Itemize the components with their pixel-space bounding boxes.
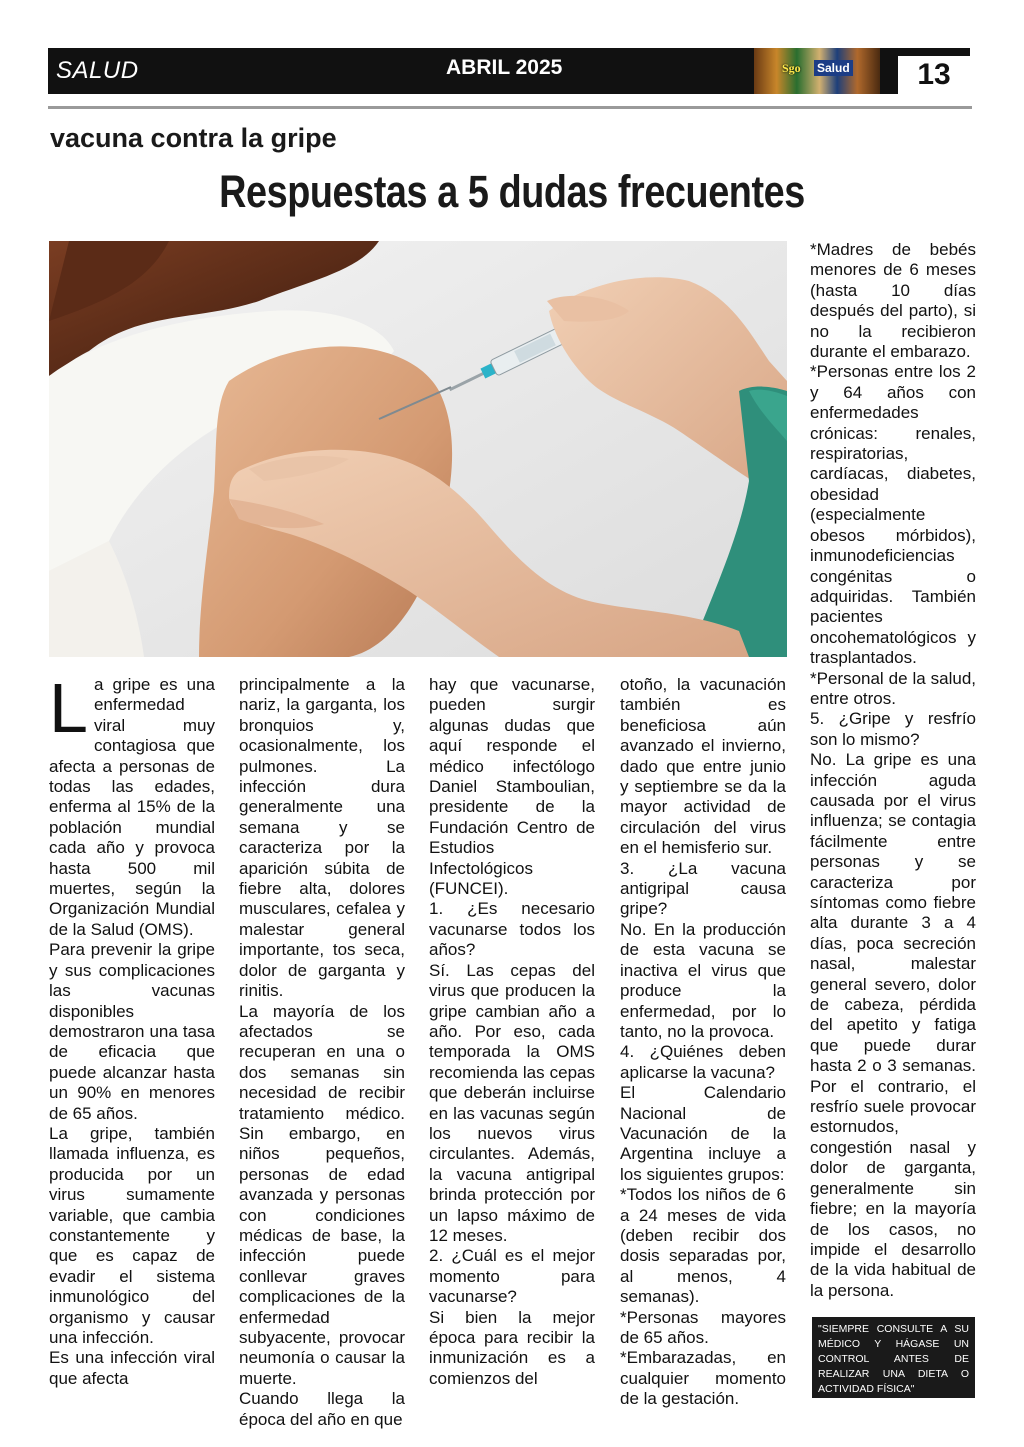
list-item: *Embarazadas, en cualquier momento de la gestación. xyxy=(620,1348,786,1409)
article-headline: Respuestas a 5 dudas frecuentes xyxy=(219,166,805,217)
advice-note-box: "SIEMPRE CONSULTE A SU MÉDICO Y HÁGASE UN CONTROL ANTES DE REALIZAR UNA DIETA O ACTIVIDAD FÍSICA" xyxy=(812,1317,975,1398)
list-item: *Personal de la salud, entre otros. xyxy=(810,668,976,708)
publication-logo xyxy=(754,48,880,94)
header-bar xyxy=(48,48,970,94)
question: 3. ¿La vacuna antigripal causa gripe? xyxy=(620,858,786,919)
paragraph: otoño, la vacunación también es beneficiosa aún avanzado el invierno, dado que entre junio y septiembre se da la mayor actividad de circulación del virus en el hemisferio sur. xyxy=(620,675,786,858)
article-column-5 xyxy=(810,240,976,1301)
paragraph: a gripe es una enfermedad viral muy contagiosa que afecta a personas de todas las edades, enferma al 15% de la población mundial cada año y provoca hasta 500 mil muertes, según la Organización Mundial de la Salud (OMS). xyxy=(49,675,215,939)
paragraph: No. La gripe es una infección aguda causada por el virus influenza; se contagia fácilmente entre personas y se caracteriza por síntomas como fiebre alta durante 3 a 4 días, poca secreción nasal, malestar general severo, dolor de cabeza, pérdida del apetito y fatiga que puede durar hasta 2 o 3 semanas. Por el contrario, el resfrío suele provocar estornudos, congestión nasal y dolor de garganta, generalmente sin fiebre; en la mayoría de los casos, no impide el desarrollo de la vida habitual de la persona. xyxy=(810,750,976,1300)
logo-text-right: Salud xyxy=(814,60,853,76)
list-item: *Personas entre los 2 y 64 años con enfermedades crónicas: renales, respiratorias, cardíacas, diabetes, obesidad (especialmente obesos mórbidos), inmunodeficiencias congénitas o adquiridas. También pacientes oncohematológicos y trasplantados. xyxy=(810,362,976,668)
article-column-3 xyxy=(429,675,595,1389)
logo-text-left: Sgo xyxy=(782,61,801,75)
list-item: *Todos los niños de 6 a 24 meses de vida (deben recibir dos dosis separadas por, al menos, 4 semanas). xyxy=(620,1185,786,1307)
paragraph: principalmente a la nariz, la garganta, los bronquios y, ocasionalmente, los pulmones. La infección dura generalmente una semana y se caracteriza por la aparición súbita de fiebre alta, dolores musculares, cefalea y malestar general importante, tos seca, dolor de garganta y rinitis. xyxy=(239,675,405,1001)
paragraph: La gripe, también llamada influenza, es producida por un virus sumamente variable, que cambia constantemente y que es capaz de evadir el sistema inmunológico del organismo y causar una infección. xyxy=(49,1123,215,1347)
article-kicker: vacuna contra la gripe xyxy=(50,123,337,153)
paragraph: No. En la producción de esta vacuna se inactiva el virus que produce la enfermedad, por lo tanto, no la provoca. xyxy=(620,919,786,1041)
question: 4. ¿Quiénes deben aplicarse la vacuna? xyxy=(620,1042,786,1082)
header-rule xyxy=(48,106,972,109)
list-item: *Personas mayores de 65 años. xyxy=(620,1307,786,1347)
paragraph: Para prevenir la gripe y sus complicaciones las vacunas disponibles demostraron una tasa de eficacia que puede alcanzar hasta un 90% en menores de 65 años. xyxy=(49,940,215,1123)
vaccination-photo xyxy=(49,241,787,657)
paragraph: Es una infección viral que afecta xyxy=(49,1348,215,1388)
drop-cap: L xyxy=(49,669,88,747)
section-label: SALUD xyxy=(56,57,139,84)
paragraph: Cuando llega la época del año en que xyxy=(239,1389,405,1429)
article-column-1 xyxy=(49,669,215,1389)
paragraph: hay que vacunarse, pueden surgir algunas dudas que aquí responde el médico infectólogo Daniel Stamboulian, presidente de la Fundación Centro de Estudios Infectológicos (FUNCEI). xyxy=(429,675,595,899)
paragraph: La mayoría de los afectados se recuperan en una o dos semanas sin necesidad de recibir tratamiento médico. Sin embargo, en niños pequeños, personas de edad avanzada y personas con condiciones médicas de base, la infección puede conllevar graves complicaciones de la enfermedad subyacente, provocar neumonía o causar la muerte. xyxy=(239,1001,405,1388)
paragraph: Sí. Las cepas del virus que producen la gripe cambian año a año. Por eso, cada temporada la OMS recomienda las cepas que deberán incluirse en las vacunas según los nuevos virus circulantes. Además, la vacuna antigripal brinda protección por un lapso máximo de 12 meses. xyxy=(429,960,595,1245)
paragraph: El Calendario Nacional de Vacunación de la Argentina incluye a los siguientes grupos: xyxy=(620,1083,786,1184)
list-item: *Madres de bebés menores de 6 meses (hasta 10 días después del parto), si no la recibieron durante el embarazo. xyxy=(810,240,976,362)
question: 2. ¿Cuál es el mejor momento para vacunarse? xyxy=(429,1246,595,1307)
article-column-4 xyxy=(620,675,786,1410)
question: 1. ¿Es necesario vacunarse todos los años? xyxy=(429,899,595,960)
article-column-2 xyxy=(239,675,405,1430)
issue-date: ABRIL 2025 xyxy=(446,56,563,79)
paragraph: Si bien la mejor época para recibir la inmunización es a comienzos del xyxy=(429,1307,595,1388)
page-number: 13 xyxy=(898,56,970,94)
question: 5. ¿Gripe y resfrío son lo mismo? xyxy=(810,709,976,749)
